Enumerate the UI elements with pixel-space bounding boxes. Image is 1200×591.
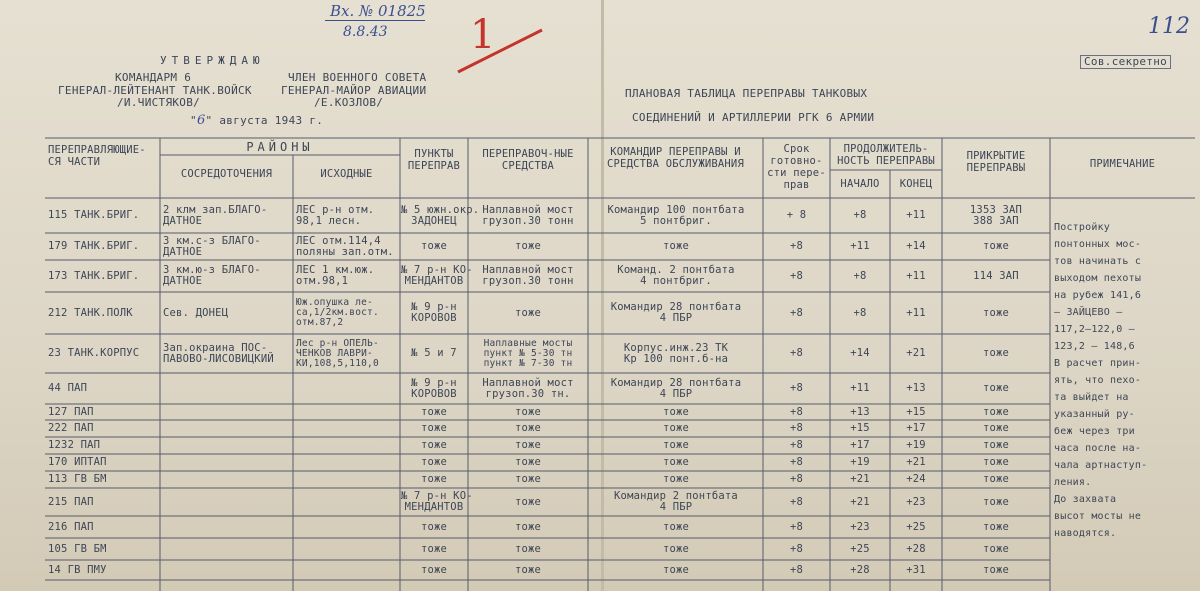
note-line: чала артнаступ-	[1054, 460, 1148, 471]
cell-ready: +8	[789, 405, 804, 418]
cell-unit: 216 ПАП	[48, 520, 94, 533]
cell-means: Наплавной мост	[482, 264, 574, 276]
cell-conc: ПАВОВО-ЛИСОВИЦКИЙ	[163, 352, 274, 365]
cell-ready: +8	[789, 520, 804, 533]
cell-start: +17	[850, 439, 870, 451]
cell-means: Наплавной мост	[482, 376, 574, 389]
cell-means: Наплавные мосты	[483, 337, 573, 349]
cell-means: тоже	[514, 563, 542, 576]
note-line: часа после на-	[1054, 443, 1142, 454]
cell-pts: тоже	[420, 422, 448, 434]
cell-cover: тоже	[982, 456, 1010, 468]
cell-unit: 115 ТАНК.БРИГ.	[48, 209, 140, 221]
cell-cover: тоже	[982, 240, 1010, 252]
cell-unit: 105 ГВ БМ	[48, 542, 107, 555]
cell-cmd: тоже	[662, 563, 690, 576]
cell-ready: +8	[789, 347, 804, 359]
cell-means: пункт № 5-30 тн	[483, 347, 573, 359]
cell-end: +28	[906, 542, 926, 555]
cell-cmd: Команд. 2 понтбата	[617, 264, 735, 276]
cell-ready: +8	[789, 306, 804, 319]
cell-pts: № 9 р-н	[411, 301, 457, 313]
cell-pts: КОРОВОВ	[411, 387, 457, 400]
cell-conc: ДАТНОЕ	[163, 275, 203, 287]
col-header-start: НАЧАЛО	[840, 178, 880, 190]
cell-start: +25	[850, 542, 870, 555]
cell-start: +15	[850, 422, 870, 434]
cell-cmd: Командир 2 понтбата	[614, 490, 738, 502]
cell-means: тоже	[514, 473, 542, 485]
cell-unit: 44 ПАП	[48, 382, 88, 394]
cell-cmd: тоже	[662, 473, 690, 485]
cell-cover: тоже	[982, 495, 1010, 508]
council-name: /Е.КОЗЛОВ/	[314, 96, 384, 109]
council-rank: ГЕНЕРАЛ-МАЙОР АВИАЦИИ	[281, 84, 427, 97]
cell-cmd: Командир 28 понтбата	[610, 301, 742, 313]
cell-means: тоже	[514, 405, 542, 418]
red-mark: 1	[470, 12, 496, 58]
cell-ready: +8	[789, 422, 804, 434]
cell-init: 98,1 лесн.	[296, 214, 362, 227]
col-header-initial: ИСХОДНЫЕ	[320, 168, 373, 180]
col-header-duration: ПРОДОЛЖИТЕЛЬ-НОСТЬ ПЕРЕПРАВЫ	[837, 143, 935, 167]
cell-pts: № 7 р-н КО-	[401, 264, 473, 276]
cell-end: +14	[906, 240, 926, 252]
cell-ready: +8	[789, 269, 804, 282]
cell-pts: тоже	[420, 456, 448, 468]
cell-end: +31	[906, 563, 926, 576]
note-line: – ЗАЙЦЕВО –	[1054, 307, 1123, 318]
col-header-command: КОМАНДИР ПЕРЕПРАВЫ И СРЕДСТВА ОБСЛУЖИВАНИЯ	[607, 146, 744, 170]
cell-pts: № 5 южн.окр.	[401, 203, 480, 216]
col-header-cover: ПРИКРЫТИЕ ПЕРЕПРАВЫ	[966, 150, 1026, 174]
cell-cmd: тоже	[662, 456, 690, 468]
cell-pts: тоже	[420, 542, 448, 555]
cell-pts: тоже	[420, 473, 448, 485]
cell-means: грузоп.30 тонн	[482, 275, 574, 287]
cell-cmd: 4 ПБР	[659, 312, 693, 324]
cell-cover: тоже	[982, 382, 1010, 394]
note-line: ления.	[1054, 477, 1092, 488]
cell-pts: ЗАДОНЕЦ	[411, 214, 457, 227]
cell-start: +11	[850, 382, 870, 394]
cell-pts: тоже	[420, 439, 448, 451]
cell-end: +11	[906, 306, 926, 319]
cell-means: пункт № 7-30 тн	[483, 357, 573, 369]
cell-init: отм.87,2	[296, 317, 344, 328]
note-line: ять, что пехо-	[1054, 375, 1142, 386]
cell-cmd: тоже	[662, 405, 690, 418]
cell-pts: МЕНДАНТОВ	[404, 275, 464, 287]
cell-pts: тоже	[420, 520, 448, 533]
note-line: Постройку	[1054, 222, 1110, 233]
cell-unit: 170 ИПТАП	[48, 456, 107, 468]
incoming-number: Вх. № 01825	[330, 2, 426, 20]
cell-start: +23	[850, 520, 870, 533]
cell-start: +21	[850, 495, 870, 508]
page-number: 112	[1148, 14, 1190, 39]
note-line: В расчет прин-	[1054, 358, 1142, 369]
cell-end: +11	[906, 209, 926, 221]
cell-start: +8	[853, 269, 867, 282]
commander-name: /И.ЧИСТЯКОВ/	[117, 96, 201, 109]
cell-pts: № 9 р-н	[411, 376, 457, 389]
cell-means: тоже	[514, 495, 542, 508]
cell-means: грузоп.30 тонн	[482, 214, 574, 227]
cell-end: +21	[906, 347, 926, 359]
cell-cmd: Командир 28 понтбата	[610, 376, 742, 389]
note-line: тов начинать с	[1054, 256, 1142, 267]
cell-means: тоже	[514, 240, 542, 252]
cell-ready: +8	[789, 456, 804, 468]
cell-start: +28	[850, 563, 870, 576]
cell-end: +11	[906, 269, 926, 282]
cell-conc: Сев. ДОНЕЦ	[163, 306, 229, 319]
cell-init: са,1/2км.вост.	[296, 307, 379, 318]
cell-cover: тоже	[982, 563, 1010, 576]
cell-init: Лес р-н ОПЕЛЬ-	[296, 337, 379, 349]
cell-conc: 3 км.ю-з БЛАГО-	[163, 264, 261, 276]
commander-title: КОМАНДАРМ 6	[115, 71, 192, 84]
cell-cmd: 4 ПБР	[659, 501, 693, 513]
cell-cmd: тоже	[662, 542, 690, 555]
cell-unit: 212 ТАНК.ПОЛК	[48, 306, 133, 319]
cell-end: +15	[906, 405, 926, 418]
cell-pts: тоже	[420, 405, 448, 418]
cell-start: +19	[850, 456, 870, 468]
cell-start: +21	[850, 473, 870, 485]
col-header-note: ПРИМЕЧАНИЕ	[1089, 158, 1156, 170]
note-line: указанный ру-	[1054, 409, 1135, 420]
cell-cover: тоже	[982, 439, 1010, 451]
note-line: высот мосты не	[1054, 511, 1142, 522]
cell-end: +19	[906, 439, 926, 451]
cell-cover: 114 ЗАП	[973, 269, 1019, 282]
cell-unit: 113 ГВ БМ	[48, 473, 107, 485]
cell-pts: КОРОВОВ	[411, 312, 457, 324]
cell-init: ЧЕНКОВ ЛАВРИ-	[296, 347, 373, 359]
col-header-unit: ПЕРЕПРАВЛЯЮЩИЕ-СЯ ЧАСТИ	[48, 144, 146, 168]
cell-unit: 215 ПАП	[48, 495, 94, 508]
col-header-end: КОНЕЦ	[899, 178, 933, 190]
cell-unit: 127 ПАП	[48, 405, 94, 418]
cell-means: тоже	[514, 439, 542, 451]
note-line: выходом пехоты	[1054, 273, 1142, 284]
cell-init: ЛЕС отм.114,4	[296, 234, 381, 247]
cell-means: тоже	[514, 422, 542, 434]
cell-init: отм.98,1	[296, 275, 349, 287]
cell-ready: +8	[789, 439, 804, 451]
cell-ready: + 8	[786, 209, 807, 221]
cell-pts: тоже	[420, 563, 448, 576]
cell-means: тоже	[514, 542, 542, 555]
cell-init: ЛЕС 1 км.юж.	[296, 264, 375, 276]
cell-means: Наплавной мост	[482, 203, 574, 216]
col-header-means: ПЕРЕПРАВОЧ-НЫЕ СРЕДСТВА	[482, 148, 574, 172]
note-line: беж через три	[1054, 426, 1135, 437]
cell-cmd: 5 понтбриг.	[640, 214, 712, 227]
cell-end: +17	[906, 422, 926, 434]
col-header-readiness: Срок готовно-сти пере-прав	[767, 143, 826, 191]
cell-start: +8	[853, 209, 867, 221]
cell-cover: 1353 ЗАП	[969, 203, 1023, 216]
cell-unit: 179 ТАНК.БРИГ.	[48, 240, 140, 252]
cell-unit: 222 ПАП	[48, 422, 94, 434]
cell-ready: +8	[789, 495, 804, 508]
cell-ready: +8	[789, 563, 804, 576]
note-line: понтонных мос-	[1054, 239, 1142, 250]
cell-pts: тоже	[420, 240, 448, 252]
col-header-points: ПУНКТЫ ПЕРЕПРАВ	[407, 148, 461, 172]
cell-end: +21	[906, 456, 926, 468]
cell-cmd: тоже	[662, 422, 690, 434]
doc-title-line2: СОЕДИНЕНИЙ И АРТИЛЛЕРИИ РГК 6 АРМИИ	[632, 111, 875, 124]
cell-means: тоже	[514, 456, 542, 468]
cell-end: +24	[906, 473, 926, 485]
cell-init: поляны зап.отм.	[296, 245, 394, 258]
cell-start: +14	[850, 347, 870, 359]
cell-unit: 173 ТАНК.БРИГ.	[48, 269, 140, 282]
cell-init: ЛЕС р-н отм.	[296, 203, 375, 216]
col-header-concentration: СОСРЕДОТОЧЕНИЯ	[180, 168, 273, 180]
cell-conc: Зап.окраина ПОС-	[163, 341, 268, 354]
note-line: на рубеж 141,6	[1054, 290, 1142, 301]
cell-cmd: тоже	[662, 520, 690, 533]
cell-start: +8	[853, 306, 867, 319]
date-day: 6	[196, 113, 206, 128]
cell-conc: ДАТНОЕ	[163, 214, 203, 227]
cell-cover: тоже	[982, 473, 1010, 485]
cell-init: Юж.опушка ле-	[296, 297, 373, 308]
cell-cmd: тоже	[662, 439, 690, 451]
cell-cmd: тоже	[662, 240, 690, 252]
doc-title-line1: ПЛАНОВАЯ ТАБЛИЦА ПЕРЕПРАВЫ ТАНКОВЫХ	[625, 87, 868, 100]
cell-conc: 3 км.с-з БЛАГО-	[163, 234, 261, 247]
cell-conc: ДАТНОЕ	[163, 245, 203, 258]
col-header-areas: РАЙОНЫ	[246, 140, 314, 154]
cell-start: +11	[850, 240, 870, 252]
incoming-date: 8.8.43	[343, 24, 388, 40]
approve-heading: УТВЕРЖДАЮ	[160, 54, 265, 67]
note-line: та выйдет на	[1054, 392, 1129, 403]
cell-means: тоже	[514, 306, 542, 319]
note-line: До захвата	[1054, 494, 1117, 505]
cell-cmd: 4 понтбриг.	[640, 275, 712, 287]
cell-init: КИ,108,5,110,0	[296, 357, 379, 369]
cell-cover: тоже	[982, 405, 1010, 418]
date-rest: августа 1943 г.	[219, 114, 324, 127]
cell-end: +25	[906, 520, 926, 533]
cell-pts: МЕНДАНТОВ	[404, 501, 464, 513]
cell-ready: +8	[789, 382, 804, 394]
commander-rank: ГЕНЕРАЛ-ЛЕЙТЕНАНТ ТАНК.ВОЙСК	[58, 84, 252, 97]
cell-ready: +8	[789, 240, 804, 252]
cell-start: +13	[850, 405, 870, 418]
cell-cover: тоже	[982, 422, 1010, 434]
cell-cover: тоже	[982, 520, 1010, 533]
cell-cover: тоже	[982, 542, 1010, 555]
approval-date: "6" августа 1943 г.	[190, 113, 324, 128]
cell-end: +23	[906, 495, 926, 508]
cell-unit: 1232 ПАП	[48, 439, 101, 451]
council-title: ЧЛЕН ВОЕННОГО СОВЕТА	[288, 71, 427, 84]
cell-pts: № 7 р-н КО-	[401, 490, 473, 502]
cell-ready: +8	[789, 542, 804, 555]
cell-conc: 2 клм зап.БЛАГО-	[163, 203, 268, 216]
note-line: наводятся.	[1054, 528, 1117, 539]
cell-pts: № 5 и 7	[411, 347, 457, 359]
cell-means: тоже	[514, 520, 542, 533]
cell-end: +13	[906, 382, 926, 394]
cell-cmd: 4 ПБР	[659, 387, 693, 400]
secret-label: Сов.секретно	[1080, 55, 1171, 69]
cell-means: грузоп.30 тн.	[485, 387, 571, 400]
cell-cover: тоже	[982, 347, 1010, 359]
note-line: 123,2 – 148,6	[1054, 341, 1135, 352]
cell-unit: 14 ГВ ПМУ	[48, 563, 107, 576]
cell-cover: тоже	[982, 306, 1010, 319]
cell-cmd: Кр 100 понт.б-на	[623, 352, 729, 365]
cell-ready: +8	[789, 473, 804, 485]
note-line: 117,2–122,0 –	[1054, 324, 1135, 335]
cell-cmd: Корпус.инж.23 ТК	[623, 341, 729, 354]
cell-unit: 23 ТАНК.КОРПУС	[48, 347, 140, 359]
cell-cmd: Командир 100 понтбата	[607, 203, 745, 216]
cell-cover: 388 ЗАП	[973, 214, 1019, 227]
